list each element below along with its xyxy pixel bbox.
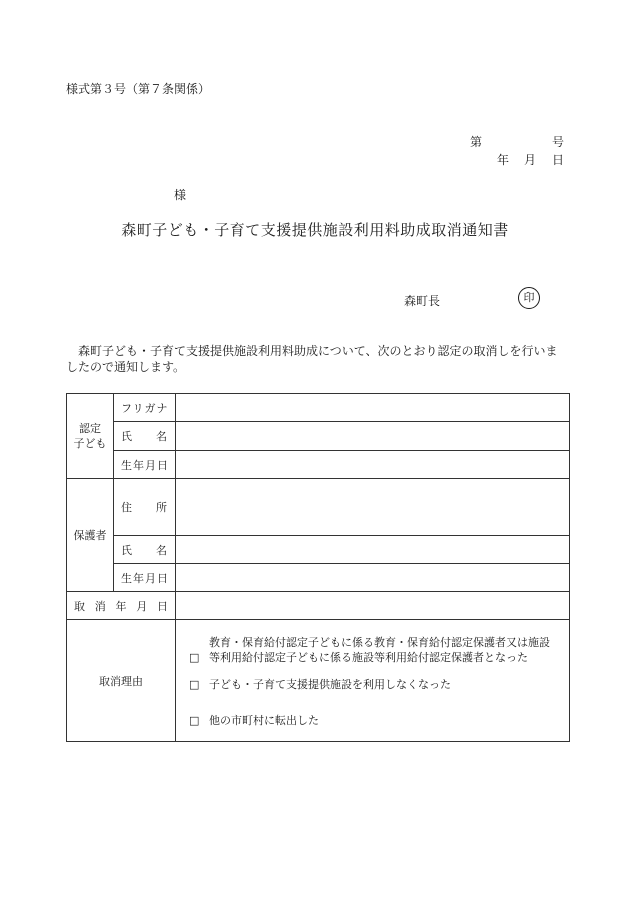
form-number: 様式第３号（第７条関係） [66, 82, 211, 96]
child-group-line1: 認定 [79, 422, 101, 435]
child-name-label [114, 422, 176, 451]
guardian-name-field[interactable] [176, 536, 570, 564]
cancel-date-char: 取 [74, 599, 85, 613]
cancellation-form-table [66, 393, 570, 742]
date-day: 日 [552, 153, 565, 167]
child-dob-field[interactable] [176, 451, 570, 479]
reason-text: 子ども・子育て支援提供施設を利用しなくなった [209, 678, 451, 691]
guardian-dob-label: 生年月日 [114, 564, 176, 592]
cancel-reason-list [176, 620, 570, 742]
issuer-name: 森町長 [404, 294, 441, 308]
reason-checkbox[interactable]: □ [189, 714, 200, 727]
reason-item[interactable] [176, 635, 569, 665]
guardian-address-field[interactable] [176, 479, 570, 536]
guardian-name-label [114, 536, 176, 564]
guardian-name-char1: 氏 [121, 543, 132, 557]
date-month: 月 [524, 153, 537, 167]
cancel-date-label [67, 592, 176, 620]
guardian-dob-field[interactable] [176, 564, 570, 592]
reason-item[interactable] [176, 713, 569, 728]
number-prefix: 第 [470, 135, 483, 149]
cancel-date-char: 月 [136, 599, 148, 613]
child-name-field[interactable] [176, 422, 570, 451]
reason-text: 他の市町村に転出した [209, 714, 319, 727]
address-char2: 所 [156, 501, 167, 514]
seal-mark: 印 [518, 287, 540, 309]
reason-text: 教育・保育給付認定子どもに係る教育・保育給付認定保護者又は施設等利用給付認定子どもに係る施設等利用給付認定保護者となった [209, 636, 550, 664]
child-furigana-field[interactable] [176, 394, 570, 422]
cancel-reason-label: 取消理由 [67, 620, 176, 742]
address-char1: 住 [121, 501, 132, 514]
name-char2: 名 [156, 430, 167, 443]
cancel-date-char: 日 [157, 599, 168, 613]
child-furigana-label: フリガナ [114, 394, 176, 422]
addressee-suffix: 様 [174, 188, 187, 202]
number-suffix: 号 [551, 135, 564, 149]
body-text: 森町子ども・子育て支援提供施設利用料助成について、次のとおり認定の取消しを行いましたので通知します。 [66, 344, 558, 374]
name-char1: 氏 [121, 430, 132, 443]
cancel-date-char: 消 [94, 599, 106, 613]
child-group-line2: 子ども [73, 437, 107, 450]
reason-checkbox[interactable]: □ [189, 651, 200, 664]
child-dob-label: 生年月日 [114, 451, 176, 479]
cancel-date-field[interactable] [176, 592, 570, 620]
guardian-address-label [114, 479, 176, 536]
date-year: 年 [497, 153, 510, 167]
document-title: 森町子ども・子育て支援提供施設利用料助成取消通知書 [121, 221, 509, 239]
reason-checkbox[interactable]: □ [189, 678, 200, 691]
cancel-date-char: 年 [115, 599, 127, 613]
reason-item[interactable] [176, 677, 569, 692]
guardian-name-char2: 名 [156, 543, 167, 557]
guardian-group-label: 保護者 [67, 479, 114, 592]
certified-child-group-label [67, 394, 114, 479]
